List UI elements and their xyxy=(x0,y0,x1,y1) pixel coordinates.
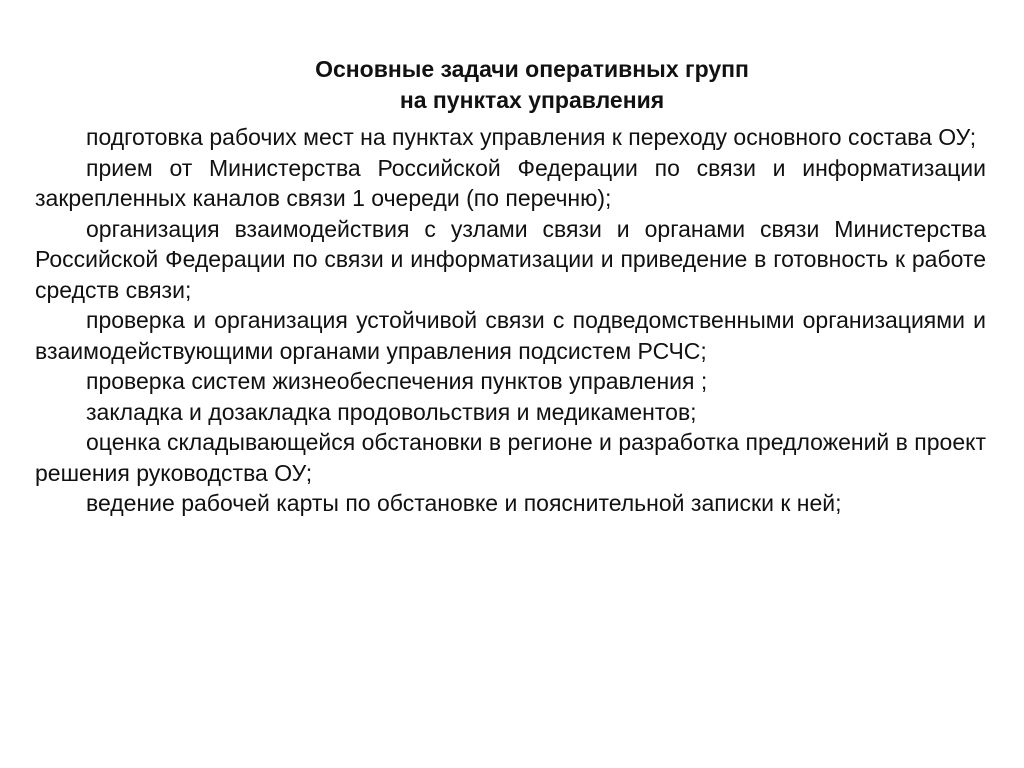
task-item-supplies: закладка и дозакладка продовольствия и медикаментов; xyxy=(86,398,697,425)
task-item-channels: прием от Министерства Российской Федерации по связи и информатизации закрепленных каналов связи 1 очереди (по перечню); xyxy=(35,154,986,211)
task-list xyxy=(35,122,986,519)
task-item-communication-check: проверка и организация устойчивой связи с подведомственными организациями и взаимодействующими органами управления подсистем РСЧС; xyxy=(35,307,986,364)
task-item-interaction: организация взаимодействия с узлами связи и органами связи Министерства Российской Федерации по связи и информатизации и приведение в готовность к работе средств связи; xyxy=(35,215,986,303)
task-item-life-support: проверка систем жизнеобеспечения пунктов управления ; xyxy=(86,368,708,394)
slide-title xyxy=(130,54,934,116)
task-item-workplaces: подготовка рабочих мест на пунктах управления к переходу основного состава ОУ; xyxy=(86,124,977,150)
task-item-situation-assessment: оценка складывающейся обстановки в регионе и разработка предложений в проект решения руководства ОУ; xyxy=(35,429,986,486)
task-item-working-map: ведение рабочей карты по обстановке и пояснительной записки к ней; xyxy=(86,490,842,516)
slide-title-line-1: Основные задачи оперативных групп xyxy=(315,56,749,82)
slide-title-line-2: на пунктах управления xyxy=(399,87,665,113)
